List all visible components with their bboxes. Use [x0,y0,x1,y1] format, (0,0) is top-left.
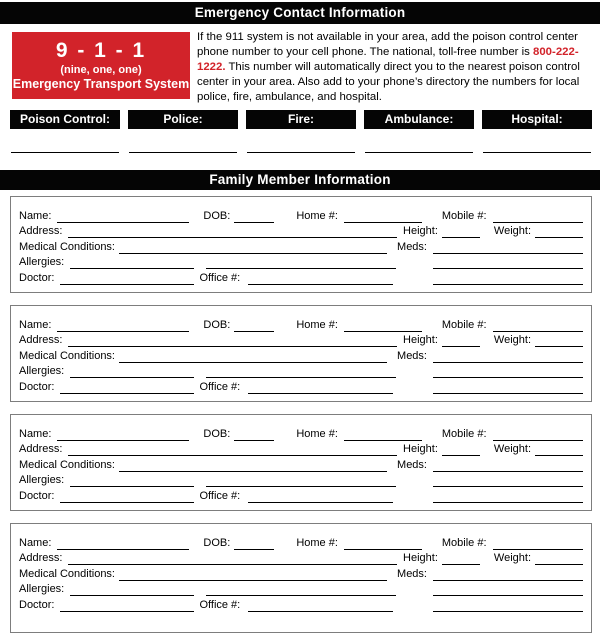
allergies-label: Allergies: [19,474,65,486]
home-phone-label: Home #: [296,318,338,331]
medical-conditions-label: Medical Conditions: [19,458,115,471]
meds-continuation-line-2 [433,609,583,612]
meds-continuation-line-2 [433,391,583,394]
height-label: Height: [403,552,438,564]
medical-conditions-label: Medical Conditions: [19,567,115,580]
allergies-line [70,484,194,487]
dob-line [234,220,274,223]
meds-line [433,578,583,581]
nine-one-one-badge [12,32,190,99]
doctor-row [19,269,583,285]
medical-conditions-line [119,251,387,254]
meds-continuation-line-2 [433,282,583,285]
medical-conditions-line [119,360,387,363]
doctor-row [19,596,583,612]
allergies-label: Allergies: [19,583,65,595]
badge-spelled: (nine, one, one) [60,64,142,76]
family-member-block [10,523,592,633]
doctor-label: Doctor: [19,380,55,393]
allergies-row [19,581,583,597]
allergies-label: Allergies: [19,365,65,377]
police-blank-line [129,152,237,153]
height-line [442,344,480,347]
home-phone-line [344,220,422,223]
poison-control-blank-line [11,152,119,153]
name-label: Name: [19,536,52,549]
meds-continuation-line [433,375,583,378]
doctor-line [60,391,194,394]
meds-continuation-line [433,593,583,596]
paragraph-after: This number will automatically direct you to the nearest poison control center in your area. Also add to your phone’s directory the numbers for local police, fire, ambulance, and hospital. [197,61,580,103]
weight-label: Weight: [493,552,531,564]
badge-system-label: Emergency Transport System [12,77,190,91]
address-label: Address: [19,552,63,564]
name-row [19,425,583,441]
office-phone-line [248,500,393,503]
name-label: Name: [19,427,52,440]
family-members [10,196,592,633]
contact-label-police: Police: [128,110,238,129]
doctor-label: Doctor: [19,489,55,502]
doctor-row [19,487,583,503]
office-phone-line [248,282,393,285]
weight-label: Weight: [493,443,531,455]
mobile-phone-label: Mobile #: [441,209,487,222]
dob-line [234,547,274,550]
name-row [19,207,583,223]
medical-row [19,565,583,581]
address-label: Address: [19,443,63,455]
height-label: Height: [403,334,438,346]
home-phone-line [344,329,422,332]
meds-continuation-line-2 [433,500,583,503]
name-line [57,438,189,441]
allergies-line [70,375,194,378]
address-line [68,235,397,238]
address-row [19,550,583,566]
ambulance-blank-line [365,152,473,153]
dob-label: DOB: [203,209,231,222]
office-phone-line [248,391,393,394]
office-phone-label: Office #: [199,271,241,284]
height-label: Height: [403,225,438,237]
address-line [68,562,397,565]
allergies-row [19,254,583,270]
name-row [19,534,583,550]
home-phone-label: Home #: [296,209,338,222]
contact-label-poison-control: Poison Control: [10,110,120,129]
name-line [57,329,189,332]
allergies-row [19,472,583,488]
mobile-phone-label: Mobile #: [441,536,487,549]
home-phone-label: Home #: [296,427,338,440]
medical-conditions-line [119,469,387,472]
doctor-line [60,609,194,612]
office-phone-line [248,609,393,612]
allergies-extra-line [206,375,396,378]
height-line [442,235,480,238]
name-line [57,547,189,550]
medical-conditions-label: Medical Conditions: [19,349,115,362]
name-label: Name: [19,318,52,331]
contact-blank-lines-row [10,152,592,153]
emergency-paragraph [197,30,596,105]
address-label: Address: [19,225,63,237]
office-phone-label: Office #: [199,489,241,502]
family-member-block [10,305,592,402]
height-line [442,453,480,456]
height-label: Height: [403,443,438,455]
dob-line [234,438,274,441]
meds-continuation-line [433,266,583,269]
badge-number: 9 - 1 - 1 [55,39,147,62]
name-label: Name: [19,209,52,222]
meds-label: Meds: [397,240,427,253]
home-phone-line [344,547,422,550]
medical-conditions-line [119,578,387,581]
family-member-header: Family Member Information [0,170,600,190]
meds-continuation-line [433,484,583,487]
home-phone-line [344,438,422,441]
fire-blank-line [247,152,355,153]
allergies-extra-line [206,266,396,269]
hospital-blank-line [483,152,591,153]
meds-line [433,360,583,363]
name-line [57,220,189,223]
address-row [19,332,583,348]
family-member-block [10,414,592,511]
dob-label: DOB: [203,536,231,549]
medical-row [19,456,583,472]
medical-row [19,347,583,363]
address-row [19,441,583,457]
meds-line [433,469,583,472]
address-line [68,453,397,456]
allergies-extra-line [206,484,396,487]
dob-label: DOB: [203,427,231,440]
mobile-phone-label: Mobile #: [441,427,487,440]
name-row [19,316,583,332]
meds-line [433,251,583,254]
contact-label-hospital: Hospital: [482,110,592,129]
doctor-label: Doctor: [19,271,55,284]
dob-line [234,329,274,332]
medical-row [19,238,583,254]
mobile-phone-line [493,547,583,550]
contact-label-ambulance: Ambulance: [364,110,474,129]
address-label: Address: [19,334,63,346]
dob-label: DOB: [203,318,231,331]
doctor-line [60,282,194,285]
poison-control-phone-number: 800-222-1222. [197,46,579,73]
contact-labels-row [10,110,592,129]
mobile-phone-line [493,438,583,441]
paragraph-before: If the 911 system is not available in your area, add the poison control center phone number to your cell phone. The national, toll-free number is [197,31,578,58]
allergies-extra-line [206,593,396,596]
intro-section [12,32,596,105]
weight-line [535,562,583,565]
address-row [19,223,583,239]
weight-label: Weight: [493,225,531,237]
office-phone-label: Office #: [199,380,241,393]
office-phone-label: Office #: [199,598,241,611]
meds-label: Meds: [397,349,427,362]
allergies-label: Allergies: [19,256,65,268]
mobile-phone-label: Mobile #: [441,318,487,331]
address-line [68,344,397,347]
weight-line [535,344,583,347]
contact-label-fire: Fire: [246,110,356,129]
doctor-label: Doctor: [19,598,55,611]
doctor-row [19,378,583,394]
mobile-phone-line [493,329,583,332]
doctor-line [60,500,194,503]
allergies-row [19,363,583,379]
weight-label: Weight: [493,334,531,346]
weight-line [535,453,583,456]
mobile-phone-line [493,220,583,223]
home-phone-label: Home #: [296,536,338,549]
weight-line [535,235,583,238]
allergies-line [70,266,194,269]
meds-label: Meds: [397,458,427,471]
meds-label: Meds: [397,567,427,580]
emergency-contact-header: Emergency Contact Information [0,2,600,24]
family-member-block [10,196,592,293]
allergies-line [70,593,194,596]
medical-conditions-label: Medical Conditions: [19,240,115,253]
height-line [442,562,480,565]
